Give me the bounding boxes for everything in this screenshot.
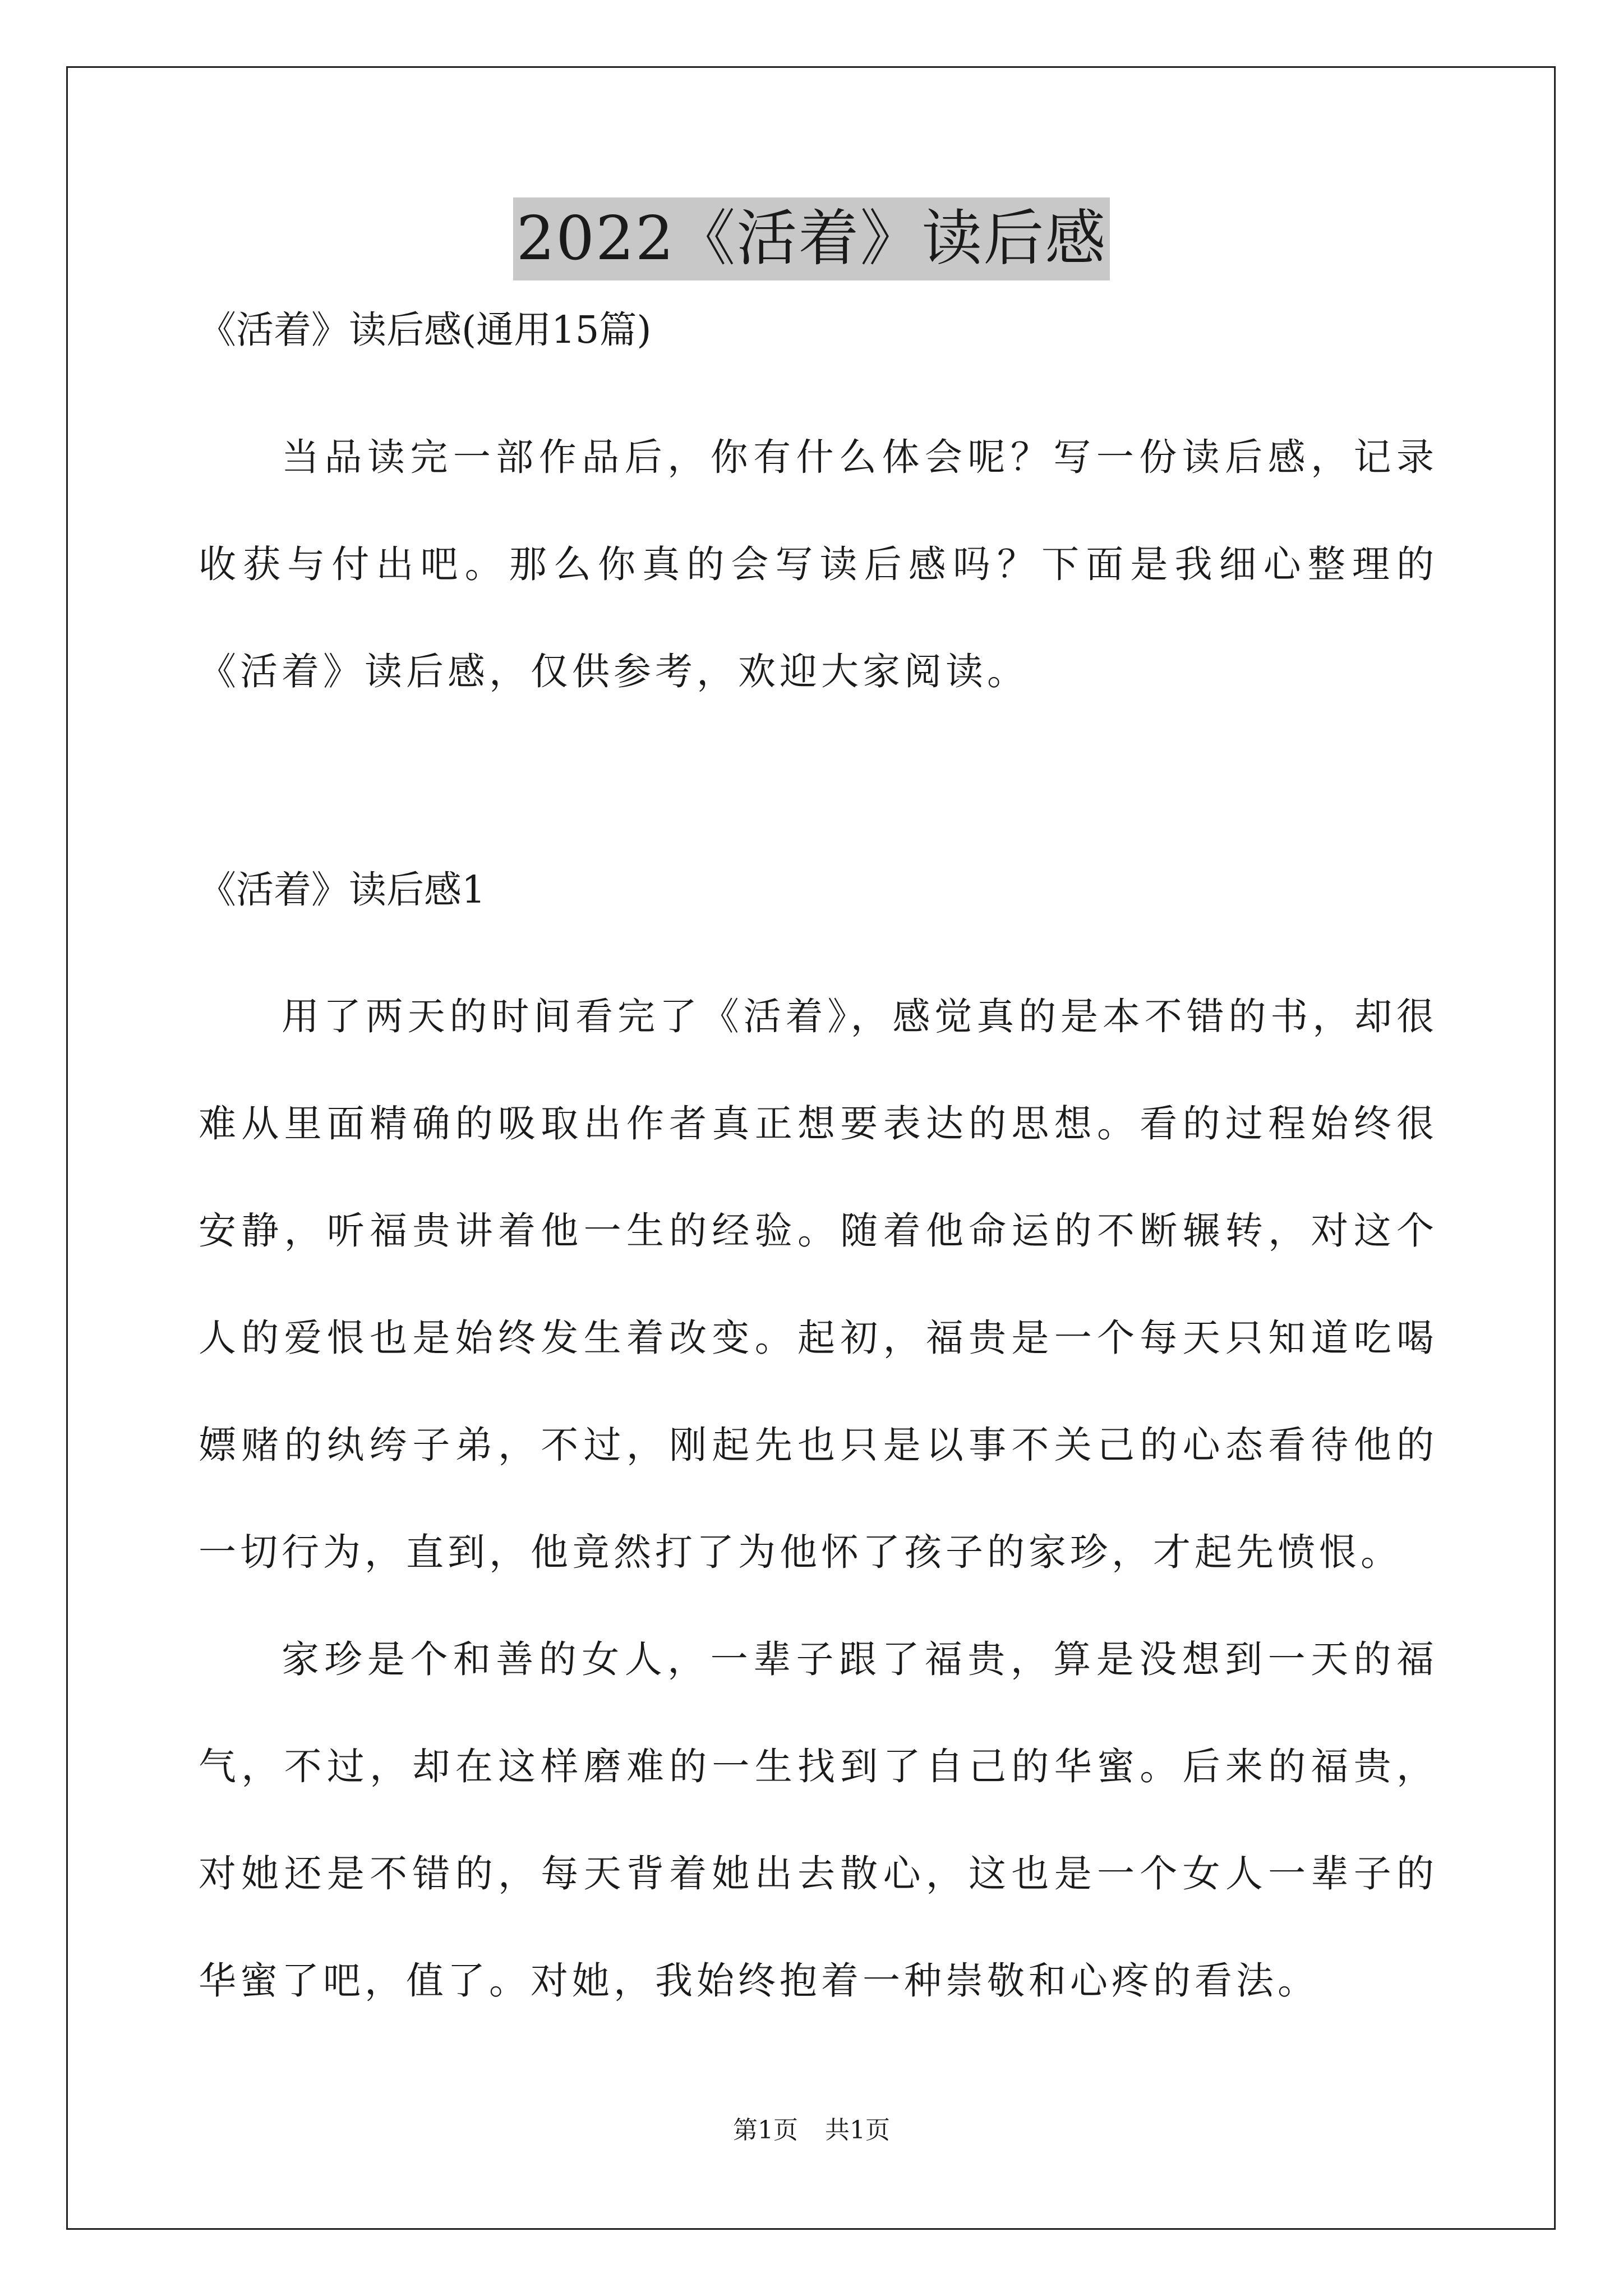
document-subtitle: 《活着》读后感(通用15篇) xyxy=(199,308,652,352)
page-number: 第1页 xyxy=(733,2116,798,2145)
page-footer xyxy=(0,2114,1623,2147)
page-total: 共1页 xyxy=(825,2116,890,2145)
document-title: 2022《活着》读后感 xyxy=(513,197,1110,280)
title-container xyxy=(0,197,1623,280)
section-paragraph: 家珍是个和善的女人，一辈子跟了福贵，算是没想到一天的福气，不过，却在这样磨难的一生找到了自己的华蜜。后来的福贵，对她还是不错的，每天背着她出去散心，这也是一个女人一辈子的华蜜了吧，值了。对她，我始终抱着一种崇敬和心疼的看法。 xyxy=(199,1637,1438,2003)
section-paragraph: 用了两天的时间看完了《活着》，感觉真的是本不错的书，却很难从里面精确的吸取出作者真正想要表达的思想。看的过程始终很安静，听福贵讲着他一生的经验。随着他命运的不断辗转，对这个人的爱恨也是始终发生着改变。起初，福贵是一个每天只知道吃喝嫖赌的纨绔子弟，不过，刚起先也只是以事不关己的心态看待他的一切行为，直到，他竟然打了为他怀了孩子的家珍，才起先愤恨。 xyxy=(199,995,1438,1574)
intro-paragraph: 当品读完一部作品后，你有什么体会呢？写一份读后感，记录收获与付出吧。那么你真的会写读后感吗？下面是我细心整理的《活着》读后感，仅供参考，欢迎大家阅读。 xyxy=(199,435,1438,693)
section-heading: 《活着》读后感1 xyxy=(199,868,486,912)
document-body xyxy=(199,303,1438,2035)
